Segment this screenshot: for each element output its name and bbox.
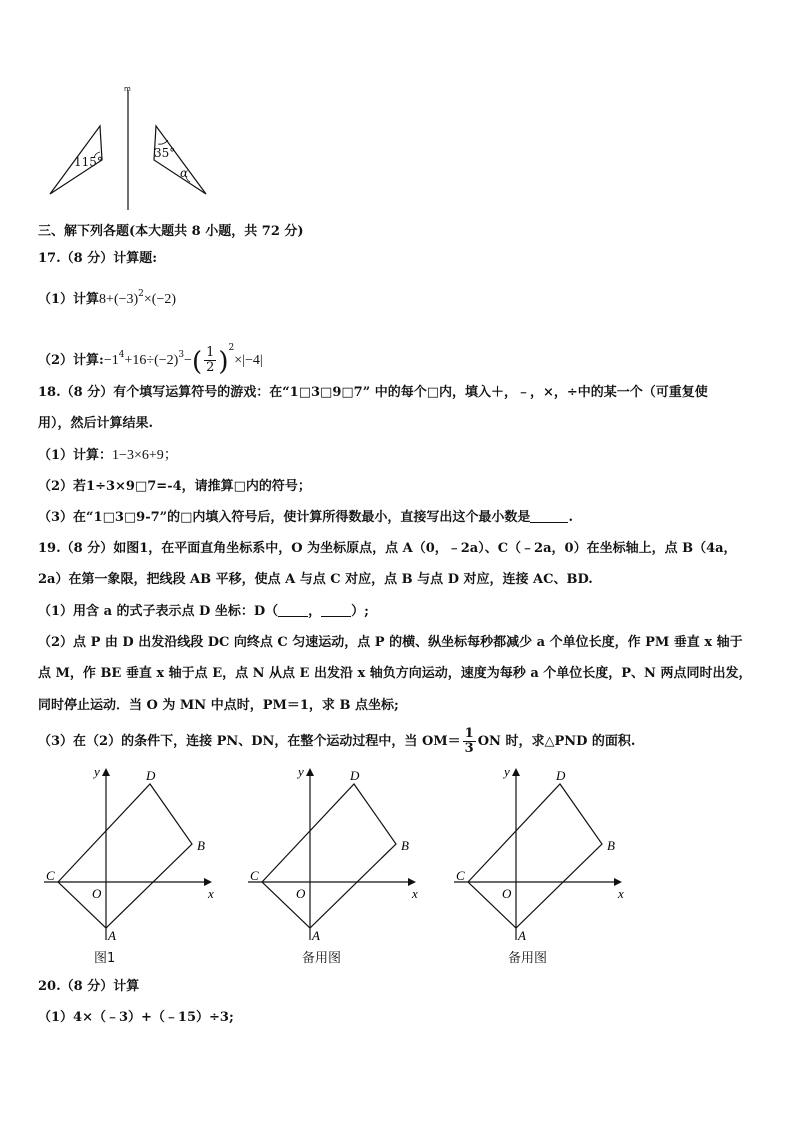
q20-part1: （1）4×（﹣3）+（﹣15）÷3; xyxy=(38,1010,234,1025)
q19-line2: 2a）在第一象限，把线段 AB 平移，使点 A 与点 C 对应，点 B 与点 D 对应，连接 AC、BD. xyxy=(38,572,593,587)
q20-heading: 20.（8 分）计算 xyxy=(38,979,140,994)
label-o: O xyxy=(296,886,306,901)
line-m-label: m xyxy=(124,85,131,93)
label-o: O xyxy=(502,886,512,901)
q19-blank-x xyxy=(278,603,308,617)
figure-caption-1: 图1 xyxy=(94,951,116,966)
label-d: D xyxy=(556,768,566,783)
q17-p2-a-exp: 4 xyxy=(118,350,125,360)
label-d: D xyxy=(146,768,156,783)
label-b: B xyxy=(401,838,409,853)
q17-p1-label: （1）计算 xyxy=(38,292,100,307)
coordinate-figure-2 xyxy=(244,762,434,942)
section-title: 三、解下列各题(本大题共 8 小题，共 72 分) xyxy=(38,224,304,239)
q18-part3: （3）在“1□3□9-7”的□内填入符号后，使计算所得数最小，直接写出这个最小数是 . xyxy=(38,510,573,525)
parallelogram-cdba xyxy=(262,784,396,928)
q18-line2: 用），然后计算结果. xyxy=(38,416,154,431)
x-axis-arrow xyxy=(204,878,212,886)
q17-p2-fraction: $\frac{1}{2}$ xyxy=(206,345,215,375)
label-b: B xyxy=(197,838,205,853)
angle-115-label: 115° xyxy=(74,155,103,169)
angle-35-label: 35° xyxy=(154,146,176,160)
q17-p1-expr-b: ×(−2) xyxy=(143,292,177,307)
q19-part2-line3: 同时停止运动．当 O 为 MN 中点时，PM＝1，求 B 点坐标; xyxy=(38,698,399,713)
q17-part2: （2）计算$:-1^4+16\div(-2)^3-$( $\frac{1}{2}$ )$^2$×|−4| xyxy=(38,343,263,377)
label-c: C xyxy=(46,868,55,883)
coordinate-figure-3 xyxy=(450,762,640,942)
q17-p2-b: +16÷(−2) xyxy=(124,353,179,368)
label-x: x xyxy=(208,886,214,901)
q19-part2-line1: （2）点 P 由 D 出发沿线段 DC 向终点 C 匀速运动，点 P 的横、纵坐标每秒都减少 a 个单位长度，作 PM 垂直 x 轴于 xyxy=(38,635,743,650)
q17-p2-b-exp: 3 xyxy=(178,350,185,360)
label-b: B xyxy=(607,838,615,853)
q17-p2-d: ×|−4| xyxy=(234,353,263,368)
label-c: C xyxy=(250,868,259,883)
figure-caption-3: 备用图 xyxy=(508,951,548,966)
label-c: C xyxy=(456,868,465,883)
q19-part1: （1）用含 a 的式子表示点 D 坐标：D（ ， ）; xyxy=(38,604,369,619)
q17-part1 xyxy=(38,285,176,309)
q19-blank-y xyxy=(321,603,351,617)
q18-p1-expr: 1−3×6+9； xyxy=(112,448,178,463)
label-o: O xyxy=(92,886,102,901)
q17-p2-c: − xyxy=(184,353,192,368)
angle-alpha-label: α xyxy=(180,166,189,180)
parallelogram-cdba xyxy=(468,784,602,928)
label-y: y xyxy=(504,764,510,779)
top-figure xyxy=(40,82,220,202)
q18-line1: 18.（8 分）有个填写运算符号的游戏：在“1□3□9□7” 中的每个□内，填入＋，﹣，×，÷中的某一个（可重复使 xyxy=(38,385,708,400)
q17-p1-exp: 2 xyxy=(138,289,144,299)
label-y: y xyxy=(94,764,100,779)
label-a: A xyxy=(518,928,526,943)
y-axis-arrow xyxy=(102,768,110,776)
q19-line1: 19.（8 分）如图1，在平面直角坐标系中，O 为坐标原点，点 A（0，﹣2a）、C（﹣2a，0）在坐标轴上，点 B（4a， xyxy=(38,541,737,556)
q19-part3: （3）在（2）的条件下，连接 PN、DN，在整个运动过程中，当 OM＝ $\frac{1}{3}$ ON 时，求△PND 的面积. xyxy=(38,726,636,756)
q18-answer-blank xyxy=(530,509,568,523)
coordinate-figure-1 xyxy=(40,762,230,942)
q19-fraction: $\frac{1}{3}$ xyxy=(464,726,474,756)
parallelogram-cdba xyxy=(58,784,192,928)
q17-p2-label: （2）计算: xyxy=(38,353,104,368)
q18-part2: （2）若1÷3×9□7=-4，请推算□内的符号； xyxy=(38,479,311,494)
q18-part1: （1）计算：1−3×6+9； xyxy=(38,448,178,463)
x-axis-arrow xyxy=(614,878,622,886)
q17-p2-a: −1 xyxy=(103,353,119,368)
x-axis-arrow xyxy=(408,878,416,886)
q17-heading: 17.（8 分）计算题: xyxy=(38,251,157,266)
q17-p2-frac-exp: 2 xyxy=(228,343,235,353)
y-axis-arrow xyxy=(512,768,520,776)
label-a: A xyxy=(312,928,320,943)
label-a: A xyxy=(108,928,116,943)
label-y: y xyxy=(298,764,304,779)
q17-p1-expr-a: 8+(−3) xyxy=(99,292,139,307)
label-x: x xyxy=(412,886,418,901)
label-d: D xyxy=(350,768,360,783)
right-triangle xyxy=(154,126,206,194)
figure-caption-2: 备用图 xyxy=(302,951,342,966)
label-x: x xyxy=(618,886,624,901)
q19-part2-line2: 点 M，作 BE 垂直 x 轴于点 E，点 N 从点 E 出发沿 x 轴负方向运动，速度为每秒 a 个单位长度，P、N 两点同时出发， xyxy=(38,666,752,681)
y-axis-arrow xyxy=(306,768,314,776)
